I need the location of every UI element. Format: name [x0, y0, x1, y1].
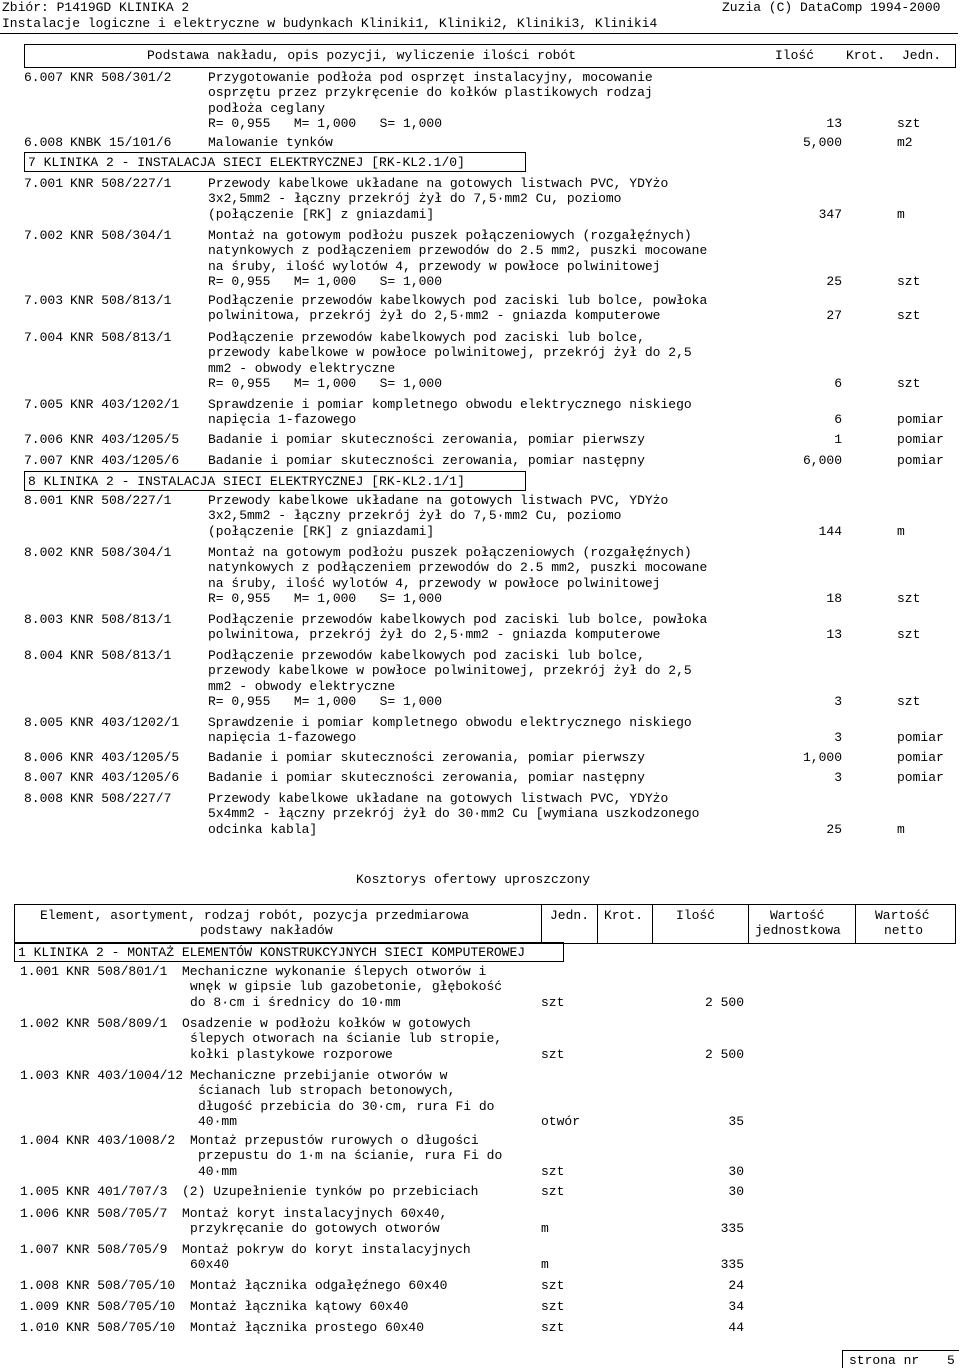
- cost-quantity: 44: [728, 1320, 744, 1335]
- position-number: 8.007: [24, 770, 64, 785]
- cost-unit: szt: [541, 1299, 565, 1314]
- position-quantity: 27: [826, 308, 842, 324]
- cost-description-line: 40·mm: [198, 1113, 238, 1129]
- position-description-line: napięcia 1-fazowego: [208, 730, 357, 746]
- position-unit: pomiar: [897, 730, 944, 746]
- cost-header-qty: Ilość: [676, 908, 716, 923]
- position-quantity: 6: [834, 375, 842, 391]
- position-number: 8.005: [24, 715, 64, 730]
- position-code: KNR 508/813/1: [70, 648, 172, 663]
- cost-description-line: 60x40: [190, 1257, 230, 1273]
- position-description-line: polwinitowa, przekrój żył do 2,5·mm2 - gniazda komputerowe: [208, 627, 661, 643]
- position-quantity: 6: [834, 412, 842, 428]
- cost-code: KNR 508/705/10: [66, 1299, 176, 1314]
- position-quantity: 3: [834, 770, 842, 785]
- position-code: KNR 508/227/1: [70, 176, 172, 191]
- cost-description-line: do 8·cm i średnicy do 10·mm: [190, 994, 401, 1010]
- position-unit: m2: [897, 135, 913, 150]
- position-code: KNR 508/227/1: [70, 493, 172, 508]
- position-code: KNR 403/1205/6: [70, 770, 180, 785]
- cost-quantity: 2 500: [704, 994, 744, 1010]
- position-description-line: Badanie i pomiar skuteczności zerowania, pomiar następny: [208, 453, 645, 468]
- position-description-line: Montaż na gotowym podłożu puszek połączeniowych (rozgałęźnych): [208, 228, 692, 243]
- position-number: 7.006: [24, 432, 64, 447]
- position-description-line: napięcia 1-fazowego: [208, 412, 357, 428]
- cost-code: KNR 508/705/7: [66, 1206, 168, 1221]
- position-description-line: R= 0,955 M= 1,000 S= 1,000: [208, 273, 443, 289]
- position-unit: pomiar: [897, 432, 944, 447]
- position-quantity: 144: [818, 523, 842, 539]
- position-code: KNR 508/813/1: [70, 293, 172, 308]
- position-code: KNR 508/813/1: [70, 330, 172, 345]
- position-description-line: Montaż na gotowym podłożu puszek połączeniowych (rozgałęźnych): [208, 545, 692, 560]
- position-description-line: (połączenie [RK] z gniazdami]: [208, 523, 435, 539]
- col-header-desc: Podstawa nakładu, opis pozycji, wyliczenie ilości robót: [147, 48, 577, 63]
- cost-unit: m: [541, 1257, 549, 1273]
- cost-quantity: 30: [728, 1184, 744, 1199]
- position-quantity: 6,000: [802, 453, 842, 468]
- position-number: 8.004: [24, 648, 64, 663]
- position-description-line: mm2 - obwody elektryczne: [208, 678, 396, 694]
- position-description-line: 3x2,5mm2 - łączny przekrój żył do 7,5·mm2 Cu, poziomo: [208, 508, 622, 524]
- position-description-line: Podłączenie przewodów kabelkowych pod zaciski lub bolce, powłoka: [208, 612, 708, 627]
- position-description-line: na śruby, ilość wylotów 4, przewody w powłoce polwinitowej: [208, 258, 661, 274]
- position-description-line: R= 0,955 M= 1,000 S= 1,000: [208, 693, 443, 709]
- cost-description-line: ścianach lub stropach betonowych,: [198, 1083, 456, 1099]
- position-code: KNR 508/227/7: [70, 791, 172, 806]
- cost-header-element-2: podstawy nakładów: [200, 923, 333, 938]
- cost-code: KNR 508/801/1: [66, 964, 168, 979]
- cost-header-divider-2: [597, 905, 598, 943]
- position-quantity: 347: [818, 206, 842, 222]
- cost-quantity: 2 500: [704, 1046, 744, 1062]
- position-description-line: natynkowych z podłączeniem przewodów do 2.5 mm2, puszki mocowane: [208, 560, 708, 576]
- position-description-line: Podłączenie przewodów kabelkowych pod zaciski lub bolce, powłoka: [208, 293, 708, 308]
- position-number: 7.002: [24, 228, 64, 243]
- cost-code: KNR 403/1008/2: [66, 1133, 176, 1148]
- position-description-line: Sprawdzenie i pomiar kompletnego obwodu elektrycznego niskiego: [208, 715, 692, 730]
- cost-description-line: długość przebicia do 30·cm, rura Fi do: [198, 1098, 495, 1114]
- position-description-line: Badanie i pomiar skuteczności zerowania, pomiar następny: [208, 770, 645, 785]
- footer-page-number: 5: [947, 1353, 955, 1368]
- cost-title: Kosztorys ofertowy uproszczony: [356, 872, 591, 887]
- position-number: 8.001: [24, 493, 64, 508]
- col-header-krot: Krot.: [846, 48, 886, 63]
- position-quantity: 3: [834, 730, 842, 746]
- cost-description-line: Montaż koryt instalacyjnych 60x40,: [182, 1206, 448, 1221]
- position-description-line: Przygotowanie podłoża pod osprzęt instalacyjny, mocowanie: [208, 70, 653, 85]
- position-quantity: 18: [826, 590, 842, 606]
- cost-unit: m: [541, 1221, 549, 1237]
- cost-description-line: Mechaniczne wykonanie ślepych otworów i: [182, 964, 487, 979]
- position-code: KNR 508/304/1: [70, 228, 172, 243]
- cost-header-divider-3: [652, 905, 653, 943]
- cost-code: KNR 508/705/10: [66, 1278, 176, 1293]
- position-description-line: polwinitowa, przekrój żył do 2,5·mm2 - gniazda komputerowe: [208, 308, 661, 324]
- cost-header-unit: Jedn.: [550, 908, 590, 923]
- cost-section-title: 1 KLINIKA 2 - MONTAŻ ELEMENTÓW KONSTRUKCYJNYCH SIECI KOMPUTEROWEJ: [18, 945, 526, 960]
- position-description-line: Badanie i pomiar skuteczności zerowania, pomiar pierwszy: [208, 432, 645, 447]
- position-description-line: Malowanie tynków: [208, 135, 333, 150]
- cost-number: 1.005: [20, 1184, 60, 1199]
- cost-header-divider-4: [748, 905, 749, 943]
- position-quantity: 5,000: [802, 135, 842, 150]
- position-description-line: R= 0,955 M= 1,000 S= 1,000: [208, 115, 443, 131]
- col-header-qty: Ilość: [775, 48, 815, 63]
- position-code: KNR 403/1202/1: [70, 397, 180, 412]
- position-description-line: mm2 - obwody elektryczne: [208, 360, 396, 376]
- position-quantity: 13: [826, 627, 842, 643]
- cost-number: 1.002: [20, 1016, 60, 1031]
- cost-description-line: Montaż łącznika kątowy 60x40: [190, 1299, 409, 1314]
- cost-header-net-2: netto: [884, 923, 924, 938]
- cost-unit: szt: [541, 1046, 565, 1062]
- position-number: 7.001: [24, 176, 64, 191]
- header-copyright: Zuzia (C) DataComp 1994-2000: [722, 0, 941, 15]
- cost-number: 1.008: [20, 1278, 60, 1293]
- position-quantity: 25: [826, 273, 842, 289]
- cost-number: 1.004: [20, 1133, 60, 1148]
- cost-description-line: przepustu do 1·m na ścianie, rura Fi do: [198, 1148, 503, 1164]
- position-code: KNR 403/1205/6: [70, 453, 180, 468]
- cost-header-divider-5: [855, 905, 856, 943]
- position-unit: pomiar: [897, 770, 944, 785]
- cost-code: KNR 508/809/1: [66, 1016, 168, 1031]
- position-description-line: Przewody kabelkowe układane na gotowych listwach PVC, YDYżo: [208, 493, 669, 508]
- cost-quantity: 35: [728, 1113, 744, 1129]
- cost-description-line: wnęk w gipsie lub gazobetonie, głębokość: [190, 979, 503, 995]
- cost-quantity: 30: [728, 1163, 744, 1179]
- cost-code: KNR 401/707/3: [66, 1184, 168, 1199]
- cost-number: 1.007: [20, 1242, 60, 1257]
- position-description-line: przewody kabelkowe w powłoce polwinitowej, przekrój żył do 2,5: [208, 663, 692, 679]
- cost-quantity: 335: [720, 1257, 744, 1273]
- cost-description-line: Montaż łącznika odgałęźnego 60x40: [190, 1278, 448, 1293]
- cost-description-line: 40·mm: [198, 1163, 238, 1179]
- cost-description-line: Montaż łącznika prostego 60x40: [190, 1320, 425, 1335]
- position-description-line: Przewody kabelkowe układane na gotowych listwach PVC, YDYżo: [208, 176, 669, 191]
- cost-number: 1.010: [20, 1320, 60, 1335]
- position-unit: szt: [897, 375, 921, 391]
- position-description-line: R= 0,955 M= 1,000 S= 1,000: [208, 375, 443, 391]
- position-quantity: 13: [826, 115, 842, 131]
- cost-unit: otwór: [541, 1113, 581, 1129]
- position-number: 8.002: [24, 545, 64, 560]
- position-number: 8.003: [24, 612, 64, 627]
- cost-unit: szt: [541, 1184, 565, 1199]
- cost-quantity: 34: [728, 1299, 744, 1314]
- position-quantity: 3: [834, 693, 842, 709]
- position-code: KNBK 15/101/6: [70, 135, 172, 150]
- col-header-unit: Jedn.: [902, 48, 942, 63]
- position-number: 8.006: [24, 750, 64, 765]
- position-unit: pomiar: [897, 412, 944, 428]
- cost-header-unitval-2: jednostkowa: [755, 923, 841, 938]
- cost-code: KNR 508/705/10: [66, 1320, 176, 1335]
- position-unit: szt: [897, 693, 921, 709]
- cost-description-line: (2) Uzupełnienie tynków po przebiciach: [182, 1184, 479, 1199]
- header-collection: Zbiór: P1419GD KLINIKA 2: [2, 0, 190, 15]
- cost-number: 1.006: [20, 1206, 60, 1221]
- header-project-title: Instalacje logiczne i elektryczne w budynkach Kliniki1, Kliniki2, Kliniki3, Kliniki4: [2, 16, 658, 31]
- position-unit: m: [897, 821, 905, 837]
- position-description-line: 3x2,5mm2 - łączny przekrój żył do 7,5·mm2 Cu, poziomo: [208, 191, 622, 207]
- position-code: KNR 403/1202/1: [70, 715, 180, 730]
- cost-description-line: Osadzenie w podłożu kołków w gotowych: [182, 1016, 471, 1031]
- cost-number: 1.009: [20, 1299, 60, 1314]
- cost-number: 1.003: [20, 1068, 60, 1083]
- position-number: 6.007: [24, 70, 64, 85]
- cost-quantity: 24: [728, 1278, 744, 1293]
- cost-unit: szt: [541, 1278, 565, 1293]
- cost-quantity: 335: [720, 1221, 744, 1237]
- position-quantity: 25: [826, 821, 842, 837]
- position-description-line: (połączenie [RK] z gniazdami]: [208, 206, 435, 222]
- cost-header-net-1: Wartość: [875, 908, 930, 923]
- cost-header-unitval-1: Wartość: [770, 908, 825, 923]
- position-unit: szt: [897, 273, 921, 289]
- position-quantity: 1: [834, 432, 842, 447]
- header-divider: [0, 33, 958, 34]
- position-description-line: Badanie i pomiar skuteczności zerowania, pomiar pierwszy: [208, 750, 645, 765]
- position-unit: szt: [897, 590, 921, 606]
- position-code: KNR 508/301/2: [70, 70, 172, 85]
- cost-description-line: Mechaniczne przebijanie otworów w: [190, 1068, 448, 1083]
- position-description-line: Podłączenie przewodów kabelkowych pod zaciski lub bolce,: [208, 648, 645, 663]
- cost-header-divider-1: [541, 905, 542, 943]
- position-description-line: Przewody kabelkowe układane na gotowych listwach PVC, YDYżo: [208, 791, 669, 806]
- position-code: KNR 508/813/1: [70, 612, 172, 627]
- cost-unit: szt: [541, 1320, 565, 1335]
- footer-page-label: strona nr: [849, 1353, 920, 1368]
- cost-code: KNR 403/1004/12: [66, 1068, 184, 1083]
- position-number: 8.008: [24, 791, 64, 806]
- position-unit: szt: [897, 308, 921, 324]
- position-description-line: Sprawdzenie i pomiar kompletnego obwodu elektrycznego niskiego: [208, 397, 692, 412]
- section-7-title: 7 KLINIKA 2 - INSTALACJA SIECI ELEKTRYCZNEJ [RK-KL2.1/0]: [28, 155, 465, 170]
- position-quantity: 1,000: [802, 750, 842, 765]
- cost-unit: szt: [541, 994, 565, 1010]
- position-description-line: przewody kabelkowe w powłoce polwinitowej, przekrój żył do 2,5: [208, 345, 692, 361]
- position-number: 7.004: [24, 330, 64, 345]
- position-number: 7.007: [24, 453, 64, 468]
- position-description-line: osprzętu przez przykręcenie do kołków plastikowych rodzaj: [208, 85, 653, 101]
- position-description-line: podłoża ceglany: [208, 100, 326, 116]
- cost-description-line: przykręcanie do gotowych otworów: [190, 1221, 440, 1237]
- position-description-line: na śruby, ilość wylotów 4, przewody w powłoce polwinitowej: [208, 575, 661, 591]
- position-unit: pomiar: [897, 453, 944, 468]
- position-description-line: odcinka kabla]: [208, 821, 318, 837]
- position-unit: szt: [897, 627, 921, 643]
- cost-description-line: kołki plastykowe rozporowe: [190, 1046, 393, 1062]
- position-number: 7.005: [24, 397, 64, 412]
- cost-description-line: Montaż przepustów rurowych o długości: [190, 1133, 479, 1148]
- section-8-title: 8 KLINIKA 2 - INSTALACJA SIECI ELEKTRYCZNEJ [RK-KL2.1/1]: [28, 474, 465, 489]
- position-code: KNR 403/1205/5: [70, 750, 180, 765]
- position-number: 7.003: [24, 293, 64, 308]
- cost-header-krot: Krot.: [604, 908, 644, 923]
- cost-number: 1.001: [20, 964, 60, 979]
- position-code: KNR 403/1205/5: [70, 432, 180, 447]
- position-description-line: Podłączenie przewodów kabelkowych pod zaciski lub bolce,: [208, 330, 645, 345]
- position-unit: pomiar: [897, 750, 944, 765]
- position-unit: m: [897, 206, 905, 222]
- position-description-line: 5x4mm2 - łączny przekrój żył do 30·mm2 Cu [wymiana uszkodzonego: [208, 806, 700, 822]
- cost-code: KNR 508/705/9: [66, 1242, 168, 1257]
- cost-description-line: ślepych otworach na ścianie lub stropie,: [190, 1031, 503, 1047]
- position-description-line: R= 0,955 M= 1,000 S= 1,000: [208, 590, 443, 606]
- position-unit: szt: [897, 115, 921, 131]
- position-code: KNR 508/304/1: [70, 545, 172, 560]
- cost-header-element-1: Element, asortyment, rodzaj robót, pozycja przedmiarowa: [40, 908, 470, 923]
- cost-unit: szt: [541, 1163, 565, 1179]
- position-unit: m: [897, 523, 905, 539]
- position-number: 6.008: [24, 135, 64, 150]
- cost-description-line: Montaż pokryw do koryt instalacyjnych: [182, 1242, 471, 1257]
- position-description-line: natynkowych z podłączeniem przewodów do 2.5 mm2, puszki mocowane: [208, 243, 708, 259]
